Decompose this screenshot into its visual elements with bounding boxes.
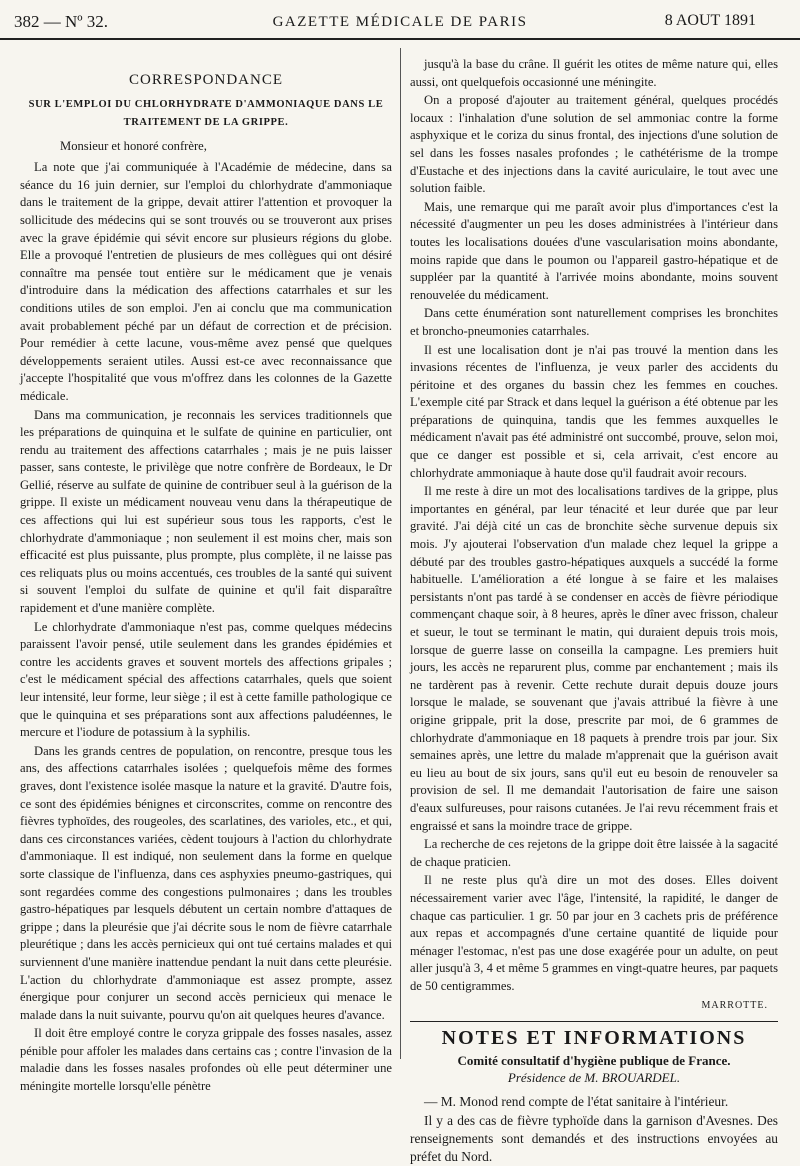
page-header [0,8,800,40]
section-subtitle: SUR L'EMPLOI DU CHLORHYDRATE D'AMMONIAQUE DANS LE TRAITEMENT DE LA GRIPPE. [28,98,384,128]
salutation: Monsieur et honoré confrère, [60,138,207,153]
issue-date: 8 AOUT 1891 [664,12,756,29]
notes-paragraph: — M. Monod rend compte de l'état sanitaire à l'intérieur. [424,1093,729,1109]
page-number: 382 — Nº 32. [14,12,109,31]
paragraph: Mais, une remarque qui me paraît avoir plus d'importances c'est la nécessité d'augmenter un peu les doses administrées à l'intérieur dans toutes les localisations douées d'une vascularisation moins abondante, moins rapide que dans le poumon ou l'appareil gastro-hépatique et de suppléer par la quantité à l'arrivée moins abondante, moins souvent renouvelée du médicament. [410,199,778,302]
paragraph: La note que j'ai communiquée à l'Académie de médecine, dans sa séance du 16 juin dernier, sur l'emploi du chlorhydrate d'ammoniaque dans le traitement de la grippe, devait attirer l'attention et provoquer la sollicitude des médecins qui se sont trouvés ou se trouveront aux prises avec la grave épidémie qui sévit encore sur plusieurs régions du globe. Elle a provoqué l'entretien de plusieurs de mes collègues qui ont désiré connaître ma pensée tout entière sur le médicament que je venais d'introduire dans la médication des affections catarrhales et sur les conditions utiles de son emploi. J'en ai conclu que ma communication avait probablement péché par un défaut de correction et de précision. Pour remédier à cette lacune, vous-même avez pensé que quelques développements seraient utiles. Aussi est-ce avec reconnaissance que j'accepte l'hospitalité que vous m'offrez dans les colonnes de la Gazette médicale. [20,160,392,403]
section-title: CORRESPONDANCE [128,72,284,88]
paragraph: jusqu'à la base du crâne. Il guérit les otites de même nature qui, elles aussi, ont quelquefois occasionné une méningite. [410,57,778,89]
paragraph: Il me reste à dire un mot des localisations tardives de la grippe, plus importantes en général, par leur ténacité et leur durée que par leur gravité. J'ai déjà cité un cas de bronchite sèche survenue depuis six mois. J'y ajouterai l'observation d'un malade chez lequel la grippe a débuté par des troubles gastro-hépatiques auxquels a succédé la forme habituelle. L'amélioration a été longue à se faire et les malaises persistants n'ont pas tardé à se condenser en accès de fièvre périodique commençant chaque soir, à 8 heures, après le dîner avec frisson, chaleur et sueur, le tout se terminant le matin, qui duraient depuis trois mois, lorsque de guerre lasse on conseilla la campagne. Les premiers huit jours, les accès ne reparurent plus, comme par enchantement ; mais ils ne tardèrent pas à revenir. Cette rechute durait depuis douze jours lorsque le malade, se souvenant que j'avais attribué la fièvre à une origine grippale, prit la dose, prescrite par moi, de 6 grammes de chlorhydrate d'ammoniaque en 18 paquets à prendre trois par jour. Six semaines après, une lettre du malade m'apprenait que la guérison avait eu lieu au bout de six jours, sans qu'il eut eu besoin de renouveler sa provision de sel. Il me demandait l'autorisation de faire une saison d'eaux sulfureuses, pour raisons cutanées. Je l'ai revu récemment frais et engraissé et sans la moindre trace de grippe. [410,484,778,833]
notes-presidence: Présidence de M. BROUARDEL. [507,1070,681,1086]
author-signature: MARROTTE. [701,1000,768,1012]
paragraph: On a proposé d'ajouter au traitement général, quelques procédés locaux : l'inhalation d'une solution de sel ammoniac contre la forme asphyxique et le coriza du sinus frontal, des injections d'une solution de sel dans les fosses nasales profondes ; le cathétérisme de la trompe d'Eustache et des injections dans la cavité auriculaire, le tout avec une solution faible. [410,93,778,196]
left-column [20,56,392,1094]
paragraph: Dans cette énumération sont naturellement comprises les bronchites et broncho-pneumonies catarrhales. [410,306,778,338]
paragraph: Dans ma communication, je reconnais les services traditionnels que les préparations de quinquina et le sulfate de quinine en particulier, ont rendu au traitement des affections catarrhales ; mais je ne puis laisser passer, sans conteste, le privilège que notre confrère de Bordeaux, le Dr Gellié, réserve au sulfate de quinine de contribuer seul à la guérison de la grippe. Il existe un médicament nouveau venu dans la thérapeutique de ces affections qui lui est supérieur sous tous les rapports, c'est le chlorhydrate d'ammoniaque ; non seulement il est moins cher, mais son efficacité est plus puissante, plus prompte, plus complète, il ne laisse pas ces reliquats plus ou moins accentués, ces troubles de la santé qui suivent si souvent l'emploi du sulfate de quinine et qu'il fait disparaître rapidement et d'une manière complète. [20,407,392,616]
paragraph: Le chlorhydrate d'ammoniaque n'est pas, comme quelques médecins paraissent l'avoir pensé, utile seulement dans les grandes épidémies et contre les accidents graves et souvent mortels des affections gripales ; c'est le médicament spécial des affections catarrhales, quels que soient leur intensité, leur forme, leur siège ; il est à cette famille pathologique ce que le quinquina et ses préparations sont aux affections paludéennes, le mercure et l'iodure de potassium à la syphilis. [20,619,392,740]
section-separator [410,1021,778,1022]
paragraph: Il doit être employé contre le coryza grippale des fosses nasales, assez pénible pour affoler les malades dans certains cas ; contre l'invasion de la maladie dans les fosses nasales profondes où elle peut déterminer une méningite mortelle lorsqu'elle pénètre [20,1026,392,1094]
paragraph: La recherche de ces rejetons de la grippe doit être laissée à la sagacité de chaque praticien. [410,837,778,869]
notes-subtitle: Comité consultatif d'hygiène publique de France. [457,1052,731,1068]
paragraph: Dans les grands centres de population, on rencontre, presque tous les ans, des affections catarrhales isolées ; quelquefois même des formes graves, dont l'existence isolée masque la nature et la gravité. D'autre fois, ce sont des épidémies bénignes et circonscrites, comme on rencontre des fièvres typhoïdes, des rougeoles, des scarlatines, des varioles, etc., et qui, dans ces circonstances variées, cèdent toujours à l'action du chlorhydrate d'ammoniaque. Il est indiqué, non seulement dans la forme en quelque sorte classique de l'influenza, dans ces asphyxies pneumo-gastriques, qui sont regardées comme des congestions pulmonaires ; dans les troubles gastro-hépatiques par lesquels débutent un certain nombre d'attaques de grippe ; dans la pleurésie que j'ai décrite sous le nom de fièvre catarrhale pleurétique ; dans les accès pernicieux qui ont tué certains malades et qui surviennent d'une manière inattendue pendant la nuit dans cette pleurésie. L'action du chlorhydrate d'ammoniaque est assez prompte, assez énergique pour conjurer un second accès pernicieux qui menace le malade dans la nuit suivante, pourvu qu'on ait quelques heures d'avance. [20,743,392,1022]
notes-title: NOTES ET INFORMATIONS [441,1027,747,1050]
journal-title: GAZETTE MÉDICALE DE PARIS [272,14,528,30]
notes-paragraph: Il y a des cas de fièvre typhoïde dans la garnison d'Avesnes. Des renseignements sont demandés et des instructions envoyées au préfet du Nord. [410,1112,778,1164]
column-divider [400,48,401,1059]
right-column [410,56,778,1164]
paragraph: Il ne reste plus qu'à dire un mot des doses. Elles doivent nécessairement varier avec l'âge, l'intensité, la rapidité, le danger de chaque cas particulier. 1 gr. 50 par jour en 3 cachets pris de préférence aux repas et accompagnés d'une certaine quantité de liquide pour ménager l'estomac, n'est pas une dose exagérée pour un adulte, on peut aller jusqu'à 3, 4 et même 5 grammes en vingt-quatre heures, par paquets de 50 centigrammes. [410,873,778,993]
paragraph: Il est une localisation dont je n'ai pas trouvé la mention dans les invasions récentes de l'influenza, je veux parler des accidents du péritoine et des organes du bassin chez les femmes en couches. L'exemple cité par Strack et dans lequel la guérison a été obtenue par les préparations de quinquina, tandis que les femmes auxquelles le médicament n'avait pas été administré ont succombé, prouve, selon moi, que ce danger est possible et si, cela arrivait, c'est encore au chlorhydrate ammoniaque à haute dose qu'il faudrait avoir recours. [410,342,778,480]
